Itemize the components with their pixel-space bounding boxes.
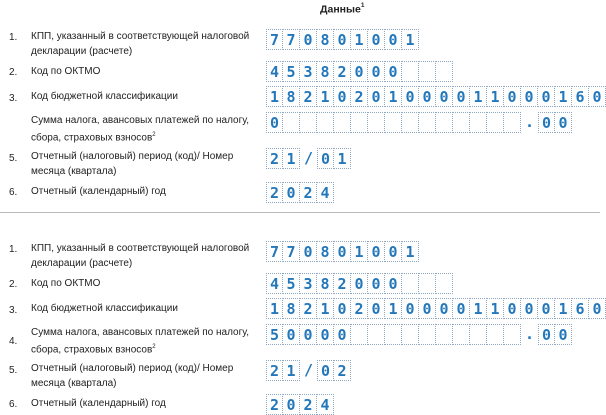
row-number: 6. xyxy=(9,187,18,198)
sum-digit-cell[interactable] xyxy=(453,324,470,345)
kbk-digit-cell[interactable]: 0 xyxy=(368,298,385,319)
row-number: 3. xyxy=(9,305,18,316)
sum-fraction-cell[interactable]: 0 xyxy=(555,112,572,133)
kpp-digit-cell[interactable]: 7 xyxy=(266,241,283,262)
year-digit-cell[interactable]: 0 xyxy=(283,182,300,203)
kpp-digit-cell[interactable]: 0 xyxy=(334,241,351,262)
oktmo-digit-cell[interactable] xyxy=(402,61,419,82)
kbk-digit-cell[interactable]: 1 xyxy=(385,298,402,319)
oktmo-digit-cell[interactable]: 8 xyxy=(317,61,334,82)
row-label-kbk xyxy=(31,89,263,104)
kbk-digit-cell[interactable]: 1 xyxy=(470,86,487,107)
sum-digit-cell[interactable] xyxy=(385,324,402,345)
kbk-digit-cell[interactable]: 1 xyxy=(317,298,334,319)
kbk-cells xyxy=(266,86,606,107)
sum-digit-cell[interactable] xyxy=(419,324,436,345)
kbk-digit-cell[interactable]: 0 xyxy=(538,86,555,107)
kpp-digit-cell[interactable]: 0 xyxy=(385,29,402,50)
sum-digit-cell[interactable] xyxy=(368,324,385,345)
sum-digit-cell[interactable]: 0 xyxy=(317,324,334,345)
year-digit-cell[interactable]: 2 xyxy=(300,182,317,203)
kbk-digit-cell[interactable]: 1 xyxy=(555,298,572,319)
kbk-digit-cell[interactable]: 1 xyxy=(266,298,283,319)
row-number: 3. xyxy=(9,93,18,104)
period-month-cell[interactable]: 1 xyxy=(334,148,351,169)
kbk-digit-cell[interactable]: 0 xyxy=(402,86,419,107)
period-code-cell[interactable]: 2 xyxy=(266,360,283,381)
sum-digit-cell[interactable]: 0 xyxy=(283,324,300,345)
kbk-digit-cell[interactable]: 0 xyxy=(419,298,436,319)
kbk-digit-cell[interactable]: 2 xyxy=(351,86,368,107)
sum-digit-cell[interactable] xyxy=(436,324,453,345)
sum-digit-cell[interactable] xyxy=(419,112,436,133)
oktmo-digit-cell[interactable] xyxy=(419,273,436,294)
oktmo-digit-cell[interactable]: 0 xyxy=(385,61,402,82)
period-month-cells xyxy=(317,360,351,381)
footnote-mark: 2 xyxy=(152,132,156,138)
year-digit-cell[interactable]: 2 xyxy=(266,394,283,415)
period-slash: / xyxy=(303,361,314,379)
sum-digit-cell[interactable] xyxy=(317,112,334,133)
kbk-digit-cell[interactable]: 0 xyxy=(589,86,606,107)
kpp-digit-cell[interactable]: 1 xyxy=(402,241,419,262)
sum-digit-cell[interactable] xyxy=(470,112,487,133)
row-label-oktmo xyxy=(31,64,263,79)
period-code-cell[interactable]: 1 xyxy=(283,360,300,381)
kpp-digit-cell[interactable]: 0 xyxy=(385,241,402,262)
year-digit-cell[interactable]: 4 xyxy=(317,394,334,415)
row-number: 1. xyxy=(9,32,18,43)
column-header-title: Данные xyxy=(320,3,361,16)
kpp-digit-cell[interactable]: 0 xyxy=(300,29,317,50)
sum-digit-cell[interactable] xyxy=(368,112,385,133)
sum-digit-cell[interactable] xyxy=(351,324,368,345)
period-month-cells xyxy=(317,148,351,169)
row-label-text: Код по ОКТМО xyxy=(31,278,101,289)
oktmo-digit-cell[interactable]: 8 xyxy=(317,273,334,294)
row-number: 5. xyxy=(9,365,18,376)
column-header xyxy=(320,3,364,16)
row-label-oktmo xyxy=(31,276,263,291)
row-number: 5. xyxy=(9,153,18,164)
oktmo-digit-cell[interactable] xyxy=(419,61,436,82)
oktmo-cells xyxy=(266,273,453,294)
kbk-digit-cell[interactable]: 2 xyxy=(351,298,368,319)
row-label-kpp xyxy=(31,241,263,271)
oktmo-digit-cell[interactable]: 4 xyxy=(266,61,283,82)
footnote-mark: 2 xyxy=(152,344,156,350)
kpp-digit-cell[interactable]: 0 xyxy=(300,241,317,262)
kpp-cells xyxy=(266,241,419,262)
kbk-digit-cell[interactable]: 2 xyxy=(300,86,317,107)
row-label-text: Отчетный (календарный) год xyxy=(31,398,166,409)
oktmo-digit-cell[interactable]: 0 xyxy=(368,61,385,82)
kpp-digit-cell[interactable]: 1 xyxy=(351,29,368,50)
row-number: 6. xyxy=(9,399,18,410)
kpp-digit-cell[interactable]: 8 xyxy=(317,241,334,262)
period-month-cell[interactable]: 0 xyxy=(317,360,334,381)
row-number: 4. xyxy=(9,336,18,347)
oktmo-digit-cell[interactable]: 0 xyxy=(368,273,385,294)
kbk-digit-cell[interactable]: 0 xyxy=(521,298,538,319)
kbk-digit-cell[interactable]: 1 xyxy=(385,86,402,107)
row-label-sum xyxy=(31,325,263,357)
row-label-text: Отчетный (налоговый) период (код)/ Номер месяца (квартала) xyxy=(31,363,234,389)
sum-digit-cell[interactable] xyxy=(470,324,487,345)
oktmo-digit-cell[interactable] xyxy=(436,61,453,82)
oktmo-cells xyxy=(266,61,453,82)
sum-fraction-cell[interactable]: 0 xyxy=(538,324,555,345)
sum-digit-cell[interactable] xyxy=(504,324,521,345)
row-label-text: Отчетный (календарный) год xyxy=(31,186,166,197)
period-code-cell[interactable]: 1 xyxy=(283,148,300,169)
kbk-digit-cell[interactable]: 0 xyxy=(368,86,385,107)
kpp-digit-cell[interactable]: 8 xyxy=(317,29,334,50)
kpp-digit-cell[interactable]: 0 xyxy=(368,241,385,262)
row-label-text: КПП, указанный в соответствующей налоговой декларации (расчете) xyxy=(31,31,250,57)
decimal-point: . xyxy=(524,113,535,131)
oktmo-digit-cell[interactable]: 0 xyxy=(351,61,368,82)
sum-digit-cell[interactable]: 0 xyxy=(334,324,351,345)
decimal-point: . xyxy=(524,325,535,343)
kpp-cells xyxy=(266,29,419,50)
row-label-text: КПП, указанный в соответствующей налоговой декларации (расчете) xyxy=(31,243,250,269)
year-digit-cell[interactable]: 2 xyxy=(300,394,317,415)
year-cells xyxy=(266,182,334,203)
sum-digit-cell[interactable] xyxy=(300,112,317,133)
kpp-digit-cell[interactable]: 0 xyxy=(334,29,351,50)
sum-cells xyxy=(266,324,572,345)
period-code-cell[interactable]: 2 xyxy=(266,148,283,169)
sum-digit-cell[interactable]: 0 xyxy=(300,324,317,345)
oktmo-digit-cell[interactable]: 5 xyxy=(283,61,300,82)
kbk-digit-cell[interactable]: 0 xyxy=(334,298,351,319)
oktmo-digit-cell[interactable]: 5 xyxy=(283,273,300,294)
oktmo-digit-cell[interactable]: 0 xyxy=(351,273,368,294)
kbk-digit-cell[interactable]: 1 xyxy=(317,86,334,107)
row-label-text: Код по ОКТМО xyxy=(31,66,101,77)
row-number: 1. xyxy=(9,244,18,255)
kbk-digit-cell[interactable]: 0 xyxy=(419,86,436,107)
kbk-digit-cell[interactable]: 1 xyxy=(487,298,504,319)
kbk-digit-cell[interactable]: 0 xyxy=(453,298,470,319)
sum-fraction-cell[interactable]: 0 xyxy=(555,324,572,345)
row-label-text: Код бюджетной классификации xyxy=(31,303,178,314)
period-month-cell[interactable]: 2 xyxy=(334,360,351,381)
row-label-text: Сумма налога, авансовых платежей по налогу, сбора, страховых взносов xyxy=(31,327,250,356)
section-divider xyxy=(0,212,600,213)
row-number: 2. xyxy=(9,279,18,290)
row-label-period xyxy=(31,361,263,391)
year-digit-cell[interactable]: 4 xyxy=(317,182,334,203)
kbk-digit-cell[interactable]: 6 xyxy=(572,298,589,319)
oktmo-digit-cell[interactable]: 2 xyxy=(334,273,351,294)
sum-fraction-cell[interactable]: 0 xyxy=(538,112,555,133)
oktmo-digit-cell[interactable] xyxy=(436,273,453,294)
row-label-text: Отчетный (налоговый) период (код)/ Номер месяца (квартала) xyxy=(31,151,234,177)
sum-digit-cell[interactable] xyxy=(385,112,402,133)
row-label-kpp xyxy=(31,29,263,59)
kbk-digit-cell[interactable]: 1 xyxy=(555,86,572,107)
period-slash: / xyxy=(303,149,314,167)
oktmo-digit-cell[interactable]: 3 xyxy=(300,273,317,294)
year-digit-cell[interactable]: 2 xyxy=(266,182,283,203)
row-label-text: Код бюджетной классификации xyxy=(31,91,178,102)
sum-digit-cell[interactable] xyxy=(402,324,419,345)
row-label-kbk xyxy=(31,301,263,316)
kbk-digit-cell[interactable]: 0 xyxy=(436,86,453,107)
sum-cells xyxy=(266,112,572,133)
period-month-cell[interactable]: 0 xyxy=(317,148,334,169)
row-label-year xyxy=(31,396,263,411)
footnote-mark: 1 xyxy=(360,2,365,9)
kpp-digit-cell[interactable]: 0 xyxy=(368,29,385,50)
year-digit-cell[interactable]: 0 xyxy=(283,394,300,415)
period-cells xyxy=(266,148,351,169)
kbk-digit-cell[interactable]: 2 xyxy=(300,298,317,319)
kbk-digit-cell[interactable]: 0 xyxy=(521,86,538,107)
kbk-digit-cell[interactable]: 1 xyxy=(470,298,487,319)
row-label-sum xyxy=(31,113,263,145)
kbk-cells xyxy=(266,298,606,319)
row-label-period xyxy=(31,149,263,179)
kbk-digit-cell[interactable]: 0 xyxy=(334,86,351,107)
oktmo-digit-cell[interactable]: 4 xyxy=(266,273,283,294)
sum-digit-cell[interactable] xyxy=(487,112,504,133)
kbk-digit-cell[interactable]: 8 xyxy=(283,298,300,319)
kbk-digit-cell[interactable]: 8 xyxy=(283,86,300,107)
row-label-text: Сумма налога, авансовых платежей по налогу, сбора, страховых взносов xyxy=(31,115,250,144)
oktmo-digit-cell[interactable]: 0 xyxy=(385,273,402,294)
kbk-digit-cell[interactable]: 1 xyxy=(487,86,504,107)
sum-fraction-cells xyxy=(538,112,572,133)
kbk-digit-cell[interactable]: 0 xyxy=(538,298,555,319)
oktmo-digit-cell[interactable]: 3 xyxy=(300,61,317,82)
sum-digit-cell[interactable] xyxy=(504,112,521,133)
sum-digit-cell[interactable] xyxy=(436,112,453,133)
kbk-digit-cell[interactable]: 0 xyxy=(436,298,453,319)
sum-digit-cell[interactable] xyxy=(453,112,470,133)
sum-digit-cell[interactable] xyxy=(351,112,368,133)
kpp-digit-cell[interactable]: 7 xyxy=(266,29,283,50)
kpp-digit-cell[interactable]: 1 xyxy=(351,241,368,262)
sum-fraction-cells xyxy=(538,324,572,345)
kbk-digit-cell[interactable]: 0 xyxy=(504,86,521,107)
year-cells xyxy=(266,394,334,415)
kpp-digit-cell[interactable]: 1 xyxy=(402,29,419,50)
kbk-digit-cell[interactable]: 1 xyxy=(266,86,283,107)
row-number: 2. xyxy=(9,67,18,78)
sum-digit-cell[interactable] xyxy=(334,112,351,133)
sum-digit-cell[interactable] xyxy=(283,112,300,133)
sum-digit-cell[interactable]: 0 xyxy=(266,112,283,133)
kpp-digit-cell[interactable]: 7 xyxy=(283,241,300,262)
period-cells xyxy=(266,360,351,381)
kbk-digit-cell[interactable]: 0 xyxy=(589,298,606,319)
kbk-digit-cell[interactable]: 0 xyxy=(453,86,470,107)
sum-digit-cell[interactable] xyxy=(402,112,419,133)
sum-digit-cell[interactable]: 5 xyxy=(266,324,283,345)
sum-digit-cell[interactable] xyxy=(487,324,504,345)
kpp-digit-cell[interactable]: 7 xyxy=(283,29,300,50)
kbk-digit-cell[interactable]: 6 xyxy=(572,86,589,107)
row-label-year xyxy=(31,184,263,199)
kbk-digit-cell[interactable]: 0 xyxy=(402,298,419,319)
kbk-digit-cell[interactable]: 0 xyxy=(504,298,521,319)
oktmo-digit-cell[interactable] xyxy=(402,273,419,294)
oktmo-digit-cell[interactable]: 2 xyxy=(334,61,351,82)
